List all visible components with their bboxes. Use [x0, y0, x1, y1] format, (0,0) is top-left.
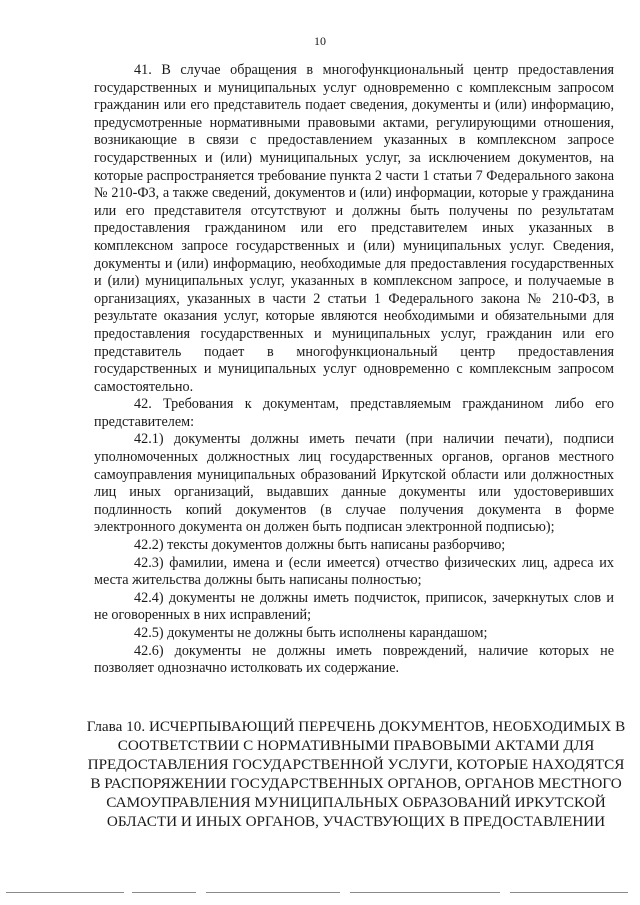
paragraph-42-6: 42.6) документы не должны иметь повреждений, наличие которых не позволяет однозначно истолковать их содержание. — [94, 642, 614, 677]
paragraph-42-5: 42.5) документы не должны быть исполнены карандашом; — [134, 625, 488, 641]
body-text — [94, 62, 614, 678]
chapter-heading: Глава 10. ИСЧЕРПЫВАЮЩИЙ ПЕРЕЧЕНЬ ДОКУМЕНТОВ, НЕОБХОДИМЫХ В СООТВЕТСТВИИ С НОРМАТИВНЫМИ ПРАВОВЫМИ АКТАМИ ДЛЯ ПРЕДОСТАВЛЕНИЯ ГОСУДАРСТВЕННОЙ УСЛУГИ, КОТОРЫЕ НАХОДЯТСЯ В РАСПОРЯЖЕНИИ ГОСУДАРСТВЕННЫХ ОРГАНОВ, ОРГАНОВ МЕСТНОГО САМОУПРАВЛЕНИЯ МУНИЦИПАЛЬНЫХ ОБРАЗОВАНИЙ ИРКУТСКОЙ ОБЛАСТИ И ИНЫХ ОРГАНОВ, УЧАСТВУЮЩИХ В ПРЕДОСТАВЛЕНИИ — [86, 718, 626, 830]
paragraph-41: 41. В случае обращения в многофункциональный центр предоставления государственных и муниципальных услуг одновременно с комплексным запросом гражданин или его представитель подает сведения, документы и (или) информацию, предусмотренные нормативными правовыми актами, регулирующими отношения, возникающие в связи с предоставлением указанных в комплексном запросе государственных и (или) муниципальных услуг, за исключением документов, на которые распространяется требование пункта 2 части 1 статьи 7 Федерального закона № 210-ФЗ, а также сведений, документов и (или) информации, которые у гражданина или его представителя отсутствуют и должны быть получены по результатам предоставления гражданином или его представителем иных указанных в комплексном запросе государственных и (или) муниципальных услуг. Сведения, документы и (или) информацию, необходимые для предоставления государственных и (или) муниципальных услуг, указанных в комплексном запросе, и получаемые в организациях, указанных в части 2 статьи 1 Федерального закона № 210-ФЗ, в результате оказания услуг, которые являются необходимыми и обязательными для предоставления государственных и муниципальных услуг, гражданин или его представитель подает в многофункциональный центр предоставления государственных и муниципальных услуг одновременно с комплексным запросом самостоятельно. — [94, 62, 614, 395]
paragraph-42-4: 42.4) документы не должны иметь подчисток, приписок, зачеркнутых слов и не оговоренных в них исправлений; — [94, 589, 614, 624]
paragraph-42-2: 42.2) тексты документов должны быть написаны разборчиво; — [134, 537, 506, 554]
scan-edge-lines — [0, 892, 640, 898]
paragraph-42: 42. Требования к документам, представляемым гражданином либо его представителем: — [94, 396, 614, 430]
page-number: 10 — [314, 34, 326, 48]
paragraph-42-1: 42.1) документы должны иметь печати (при наличии печати), подписи уполномоченных должностных лиц государственных органов, органов местного самоуправления муниципальных образований Иркутской области или должностных лиц иных организаций, выдавших данные документы или удостоверивших подлинность копий документов (в случае получения документа в форме электронного документа он должен быть подписан электронной подписью); — [94, 431, 614, 536]
paragraph-42-3: 42.3) фамилии, имена и (если имеется) отчество физических лиц, адреса их места жительства должны быть написаны полностью; — [94, 554, 614, 589]
